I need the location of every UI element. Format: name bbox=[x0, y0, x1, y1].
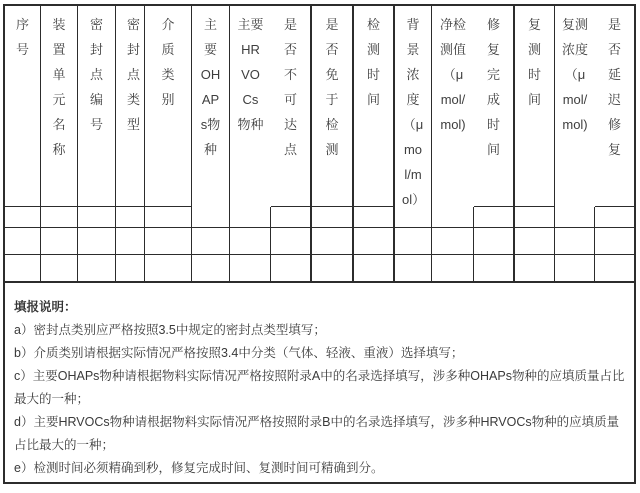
table-cell bbox=[41, 228, 78, 255]
table-cell bbox=[595, 228, 634, 255]
note-b: b）介质类别请根据实际情况严格按照3.4中分类（气体、轻液、重液）选择填写； bbox=[14, 346, 464, 360]
table-cell bbox=[395, 228, 432, 255]
table-cell bbox=[5, 255, 41, 283]
table-cell bbox=[41, 255, 78, 283]
col-header-medium-category: 介质类别 bbox=[145, 6, 192, 207]
table-cell bbox=[145, 207, 192, 228]
col-header-detection-time: 检测时间 bbox=[354, 6, 395, 207]
table-cell bbox=[312, 228, 354, 255]
table-cell bbox=[432, 207, 474, 228]
table-cell bbox=[5, 228, 41, 255]
table-cell bbox=[145, 255, 192, 283]
col-header-background-concentration: 背景浓度（μmol/mol） bbox=[395, 6, 432, 207]
col-header-retest-concentration: 复测浓度（μmol/mol) bbox=[562, 17, 589, 132]
table-cell bbox=[78, 255, 116, 283]
table-cell bbox=[474, 228, 515, 255]
table-cell bbox=[474, 255, 515, 283]
table-cell bbox=[145, 228, 192, 255]
col-header-retest-time: 复测时间 bbox=[515, 6, 555, 207]
table-cell bbox=[474, 207, 515, 228]
col-header-main-ohaps: 主要OHAPs物种 bbox=[192, 6, 230, 207]
note-e: e）检测时间必须精确到秒，修复完成时间、复测时间可精确到分。 bbox=[14, 461, 384, 475]
table-cell bbox=[41, 207, 78, 228]
table-cell bbox=[230, 207, 271, 228]
table-cell bbox=[395, 255, 432, 283]
ldar-record-table bbox=[3, 4, 636, 484]
note-c: c）主要OHAPs物种请根据物料实际情况严格按照附录A中的名录选择填写，涉多种OHAPs物种的应填质量占比最大的一种； bbox=[14, 369, 625, 406]
table-cell bbox=[192, 207, 230, 228]
notes-section bbox=[5, 283, 634, 482]
col-header-seal-point-id: 密封点编号 bbox=[78, 6, 116, 207]
table-cell bbox=[312, 255, 354, 283]
table-cell bbox=[555, 228, 595, 255]
col-header-unit-name: 装置单元名称 bbox=[41, 6, 78, 207]
col-header-net-detection-value: 净检测值（μmol/mol) bbox=[439, 17, 466, 132]
notes-title: 填报说明： bbox=[14, 300, 77, 314]
col-header-repair-completion-time: 修复完成时间 bbox=[474, 6, 515, 207]
table-cell bbox=[192, 255, 230, 283]
table-cell bbox=[192, 228, 230, 255]
col-header-serial-no: 序号 bbox=[5, 6, 41, 207]
table-cell bbox=[595, 207, 634, 228]
col-header-delayed-repair: 是否延迟修复 bbox=[595, 6, 634, 207]
table-cell bbox=[78, 228, 116, 255]
table-cell bbox=[116, 207, 145, 228]
table-cell bbox=[515, 228, 555, 255]
table-cell bbox=[271, 228, 312, 255]
col-header-exempt-from-detection: 是否免于检测 bbox=[312, 6, 354, 207]
table-cell bbox=[595, 255, 634, 283]
table-cell bbox=[395, 207, 432, 228]
table-cell bbox=[354, 228, 395, 255]
table-cell bbox=[271, 207, 312, 228]
table-cell bbox=[354, 207, 395, 228]
table-cell bbox=[116, 228, 145, 255]
table-cell bbox=[432, 255, 474, 283]
col-header-inaccessible-point: 是否不可达点 bbox=[271, 6, 312, 207]
table-cell bbox=[230, 255, 271, 283]
table-cell bbox=[555, 255, 595, 283]
note-d: d）主要HRVOCs物种请根据物料实际情况严格按照附录B中的名录选择填写，涉多种HRVOCs物种的应填质量占比最大的一种； bbox=[14, 415, 620, 452]
col-header-seal-point-type: 密封点类型 bbox=[116, 6, 145, 207]
table-cell bbox=[312, 207, 354, 228]
table-cell bbox=[354, 255, 395, 283]
table-cell bbox=[515, 255, 555, 283]
table-cell bbox=[515, 207, 555, 228]
table-cell bbox=[271, 255, 312, 283]
note-a: a）密封点类别应严格按照3.5中规定的密封点类型填写； bbox=[14, 323, 326, 337]
table-cell bbox=[432, 228, 474, 255]
table-cell bbox=[78, 207, 116, 228]
table-cell bbox=[116, 255, 145, 283]
table-cell bbox=[230, 228, 271, 255]
table-cell bbox=[555, 207, 595, 228]
col-header-main-hrvocs: 主要HRVOCs物种 bbox=[237, 17, 264, 132]
table-cell bbox=[5, 207, 41, 228]
